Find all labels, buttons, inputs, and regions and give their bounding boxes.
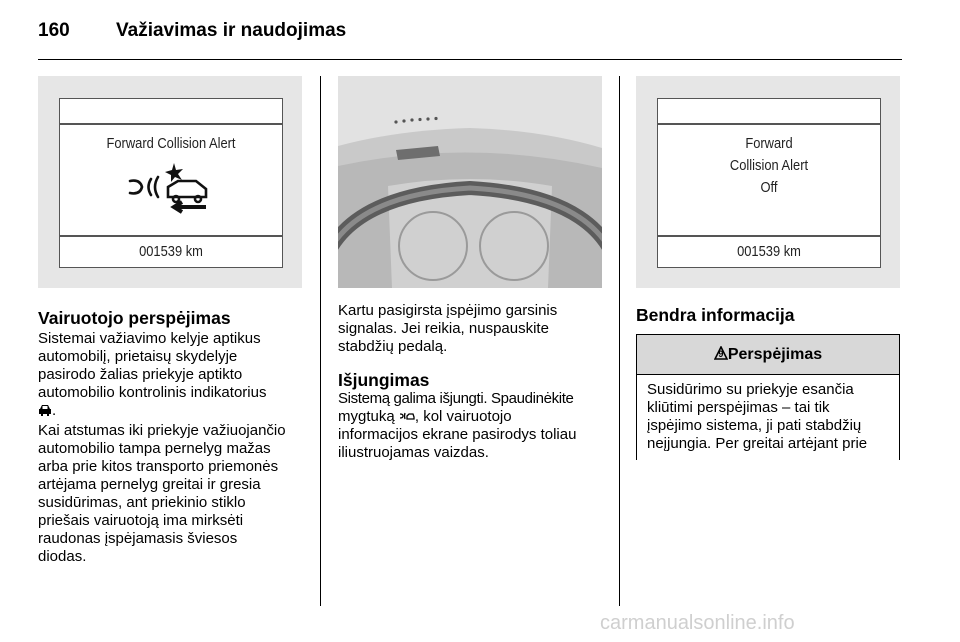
display-screen-off <box>657 98 881 268</box>
section-heading-driver-alert: Vairuotojo perspėjimas <box>38 308 231 328</box>
header-rule <box>38 59 902 60</box>
display-line-1: Forward <box>745 135 793 152</box>
display-odometer: 001539 km <box>737 243 801 260</box>
section-heading-general-info: Bendra informacija <box>636 305 795 325</box>
warning-body: Susidūrimo su priekyje esančia kliūtimi perspėjimas – tai tik įspėjimo sistema, ji pati stabdžių neįjungia. Per greitai artėjant prie <box>647 381 868 452</box>
forward-collision-alert-icon <box>122 161 222 217</box>
display-title: Forward Collision Alert <box>106 135 236 152</box>
chapter-title: Važiavimas ir naudojimas <box>116 20 347 41</box>
paragraph-acoustic-signal: Kartu pasigirsta įspėjimo garsinis signalas. Jei reikia, nuspauskite stabdžių pedalą. <box>338 302 558 355</box>
paragraph-red-led: Kai atstumas iki priekyje važiuojančio automobilio tampa pernelyg mažas arba prie kitos transporto priemonės artėjama pernelyg greitai ir gresia susidūrimas, ant priekinio stiklo priešais vairuotoją ima mirksėti raudonas įspėjamasis šviesos diodas. <box>38 422 286 565</box>
steering-wheel-illustration <box>338 76 602 288</box>
vehicle-ahead-indicator-icon <box>38 404 52 416</box>
column-separator-2 <box>619 76 620 606</box>
collision-alert-button-icon <box>399 410 415 422</box>
figure-fca-display <box>38 76 302 288</box>
page-header <box>38 20 346 42</box>
display-odometer: 001539 km <box>139 243 203 260</box>
paragraph-driver-alert: Sistemai važiavimo kelyje aptikus automobilį, prietaisų skydelyje pasirodo žalias priekyje aptikto automobilio kontrolinis indikatorius . <box>38 330 267 419</box>
display-line-2: Collision Alert <box>729 157 809 174</box>
figure-steering-wheel-hud <box>338 76 602 288</box>
column-separator-1 <box>320 76 321 606</box>
warning-symbol: 9 <box>718 349 724 359</box>
warning-title-bar <box>637 335 899 375</box>
display-screen <box>59 98 283 268</box>
paragraph-deactivation: Sistemą galima išjungti. Spaudinėkite mygtuką , kol vairuotojo informacijos ekrane pasirodys toliau iliustruojamas vaizdas. <box>338 390 577 461</box>
warning-triangle-icon <box>714 346 728 360</box>
display-line-3: Off <box>760 179 778 196</box>
watermark: carmanualsonline.info <box>600 612 795 634</box>
page-number: 160 <box>38 20 70 41</box>
figure-fca-off-display <box>636 76 900 288</box>
warning-box <box>636 334 900 460</box>
section-heading-deactivation: Išjungimas <box>338 370 430 390</box>
warning-title: Perspėjimas <box>727 346 823 363</box>
